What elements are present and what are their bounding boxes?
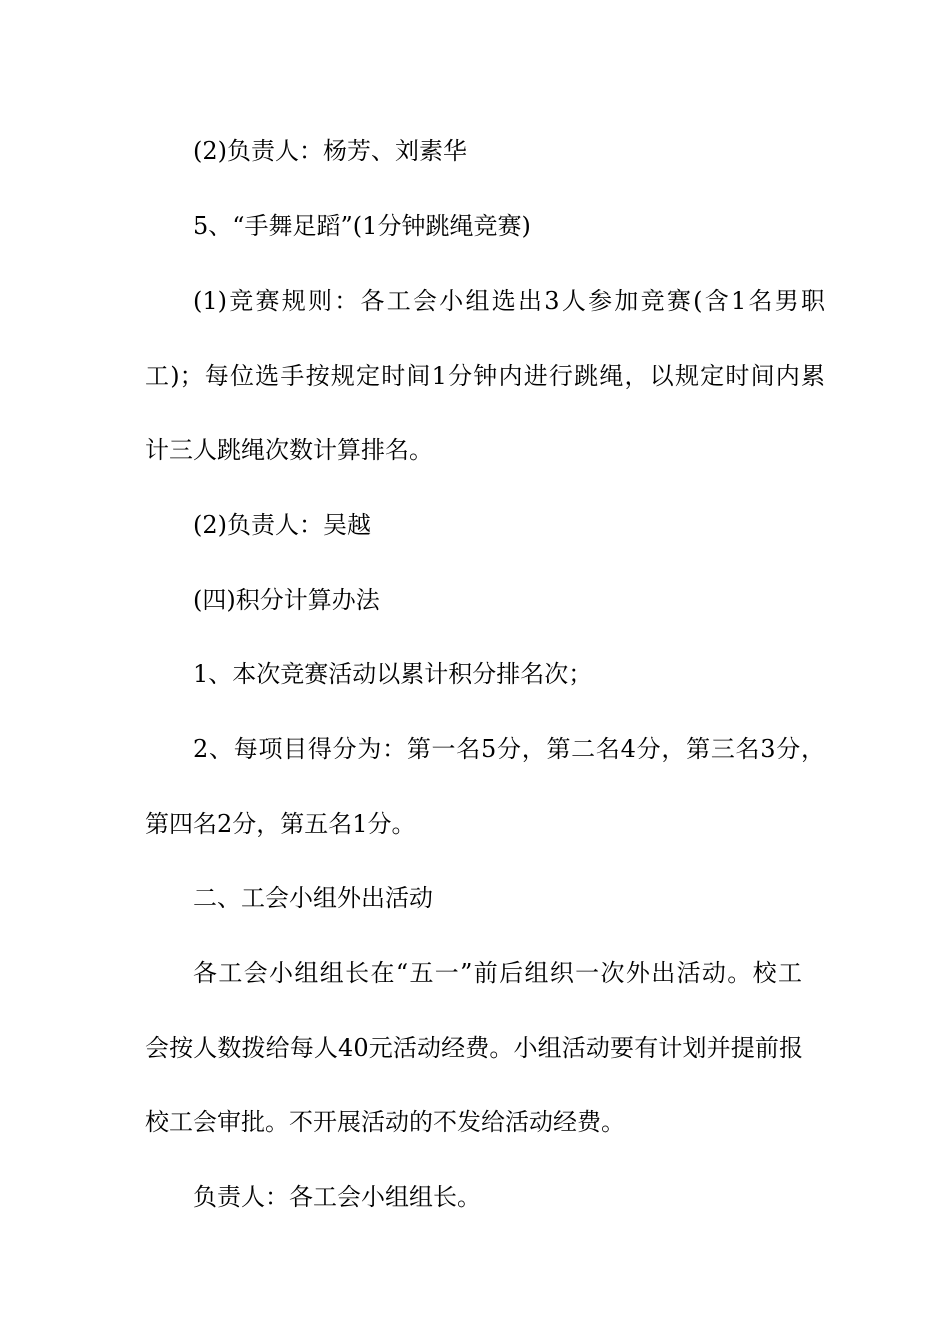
outing-paragraph-line-1: 各工会小组组长在“五一”前后组织一次外出活动。校工 [193, 959, 802, 987]
group-responsible-line: 负责人：各工会小组组长。 [193, 1183, 481, 1211]
rules-paragraph-line-3: 计三人跳绳次数计算排名。 [145, 436, 433, 464]
outing-paragraph-line-2: 会按人数拨给每人40元活动经费。小组活动要有计划并提前报 [145, 1034, 803, 1062]
responsible-persons-line: (2)负责人：杨芳、刘素华 [193, 137, 467, 165]
responsible-person-line: (2)负责人：吴越 [193, 511, 371, 539]
event-5-heading: 5、“手舞足蹈”(1分钟跳绳竞赛) [193, 212, 531, 240]
scoring-item-2-line-2: 第四名2分，第五名1分。 [145, 810, 416, 838]
rules-paragraph-line-2: 工)；每位选手按规定时间1分钟内进行跳绳，以规定时间内累 [145, 362, 825, 390]
scoring-item-1: 1、本次竞赛活动以累计积分排名次； [193, 660, 593, 688]
scoring-item-2-line-1: 2、每项目得分为：第一名5分，第二名4分，第三名3分， [193, 735, 825, 763]
section-4-heading: (四)积分计算办法 [193, 586, 380, 614]
section-2-heading: 二、工会小组外出活动 [193, 884, 433, 912]
rules-paragraph-line-1: (1)竞赛规则：各工会小组选出3人参加竞赛(含1名男职 [193, 287, 825, 315]
outing-paragraph-line-3: 校工会审批。不开展活动的不发给活动经费。 [145, 1108, 625, 1136]
